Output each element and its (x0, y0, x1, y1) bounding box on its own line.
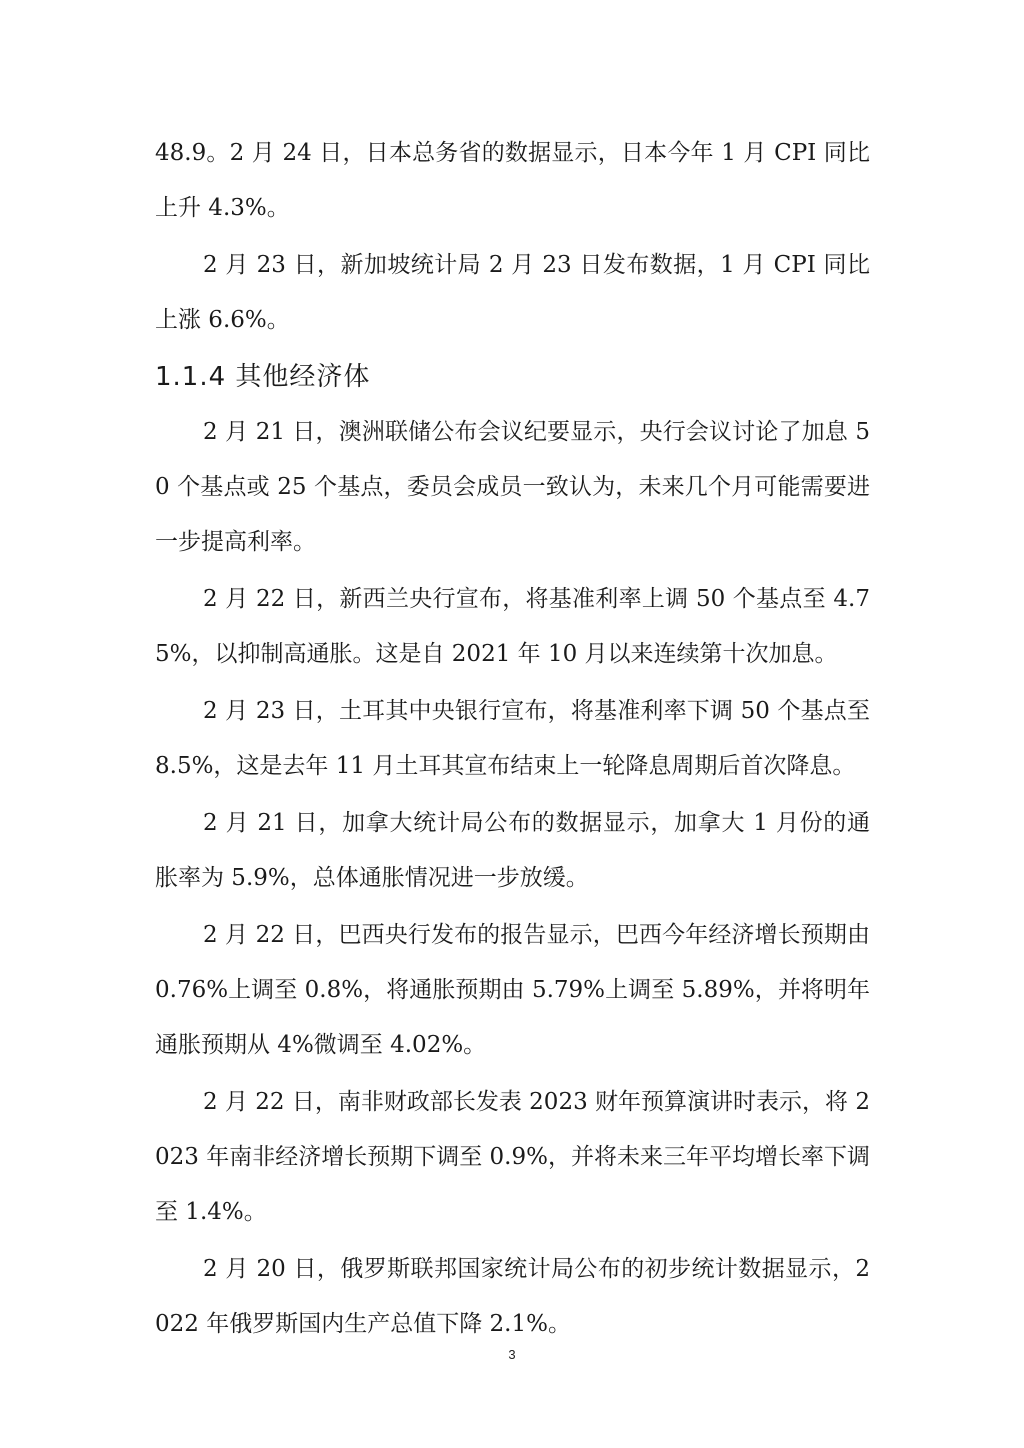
paragraph-australia: 2 月 21 日，澳洲联储公布会议纪要显示，央行会议讨论了加息 50 个基点或 25 个基点，委员会成员一致认为，未来几个月可能需要进一步提高利率。 (155, 419, 870, 555)
paragraph-turkey: 2 月 23 日，土耳其中央银行宣布，将基准利率下调 50 个基点至 8.5%，这是去年 11 月土耳其宣布结束上一轮降息周期后首次降息。 (155, 698, 870, 779)
paragraph-canada: 2 月 21 日，加拿大统计局公布的数据显示，加拿大 1 月份的通胀率为 5.9%，总体通胀情况进一步放缓。 (155, 810, 870, 891)
paragraph-brazil: 2 月 22 日，巴西央行发布的报告显示，巴西今年经济增长预期由 0.76%上调至 0.8%，将通胀预期由 5.79%上调至 5.89%，并将明年通胀预期从 4%微调至 4.02%。 (155, 922, 870, 1058)
paragraph-new-zealand: 2 月 22 日，新西兰央行宣布，将基准利率上调 50 个基点至 4.75%，以抑制高通胀。这是自 2021 年 10 月以来连续第十次加息。 (155, 586, 870, 667)
paragraph-singapore-cpi: 2 月 23 日，新加坡统计局 2 月 23 日发布数据，1 月 CPI 同比上涨 6.6%。 (155, 252, 870, 333)
paragraph-japan-cpi: 48.9。2 月 24 日，日本总务省的数据显示，日本今年 1 月 CPI 同比上升 4.3%。 (155, 140, 870, 221)
page-number: 3 (508, 1347, 516, 1362)
paragraph-russia: 2 月 20 日，俄罗斯联邦国家统计局公布的初步统计数据显示，2022 年俄罗斯国内生产总值下降 2.1%。 (155, 1256, 870, 1337)
document-body (155, 126, 870, 1352)
paragraph-south-africa: 2 月 22 日，南非财政部长发表 2023 财年预算演讲时表示，将 2023 年南非经济增长预期下调至 0.9%，并将未来三年平均增长率下调至 1.4%。 (155, 1089, 870, 1225)
section-heading: 1.1.4 其他经济体 (155, 362, 371, 392)
